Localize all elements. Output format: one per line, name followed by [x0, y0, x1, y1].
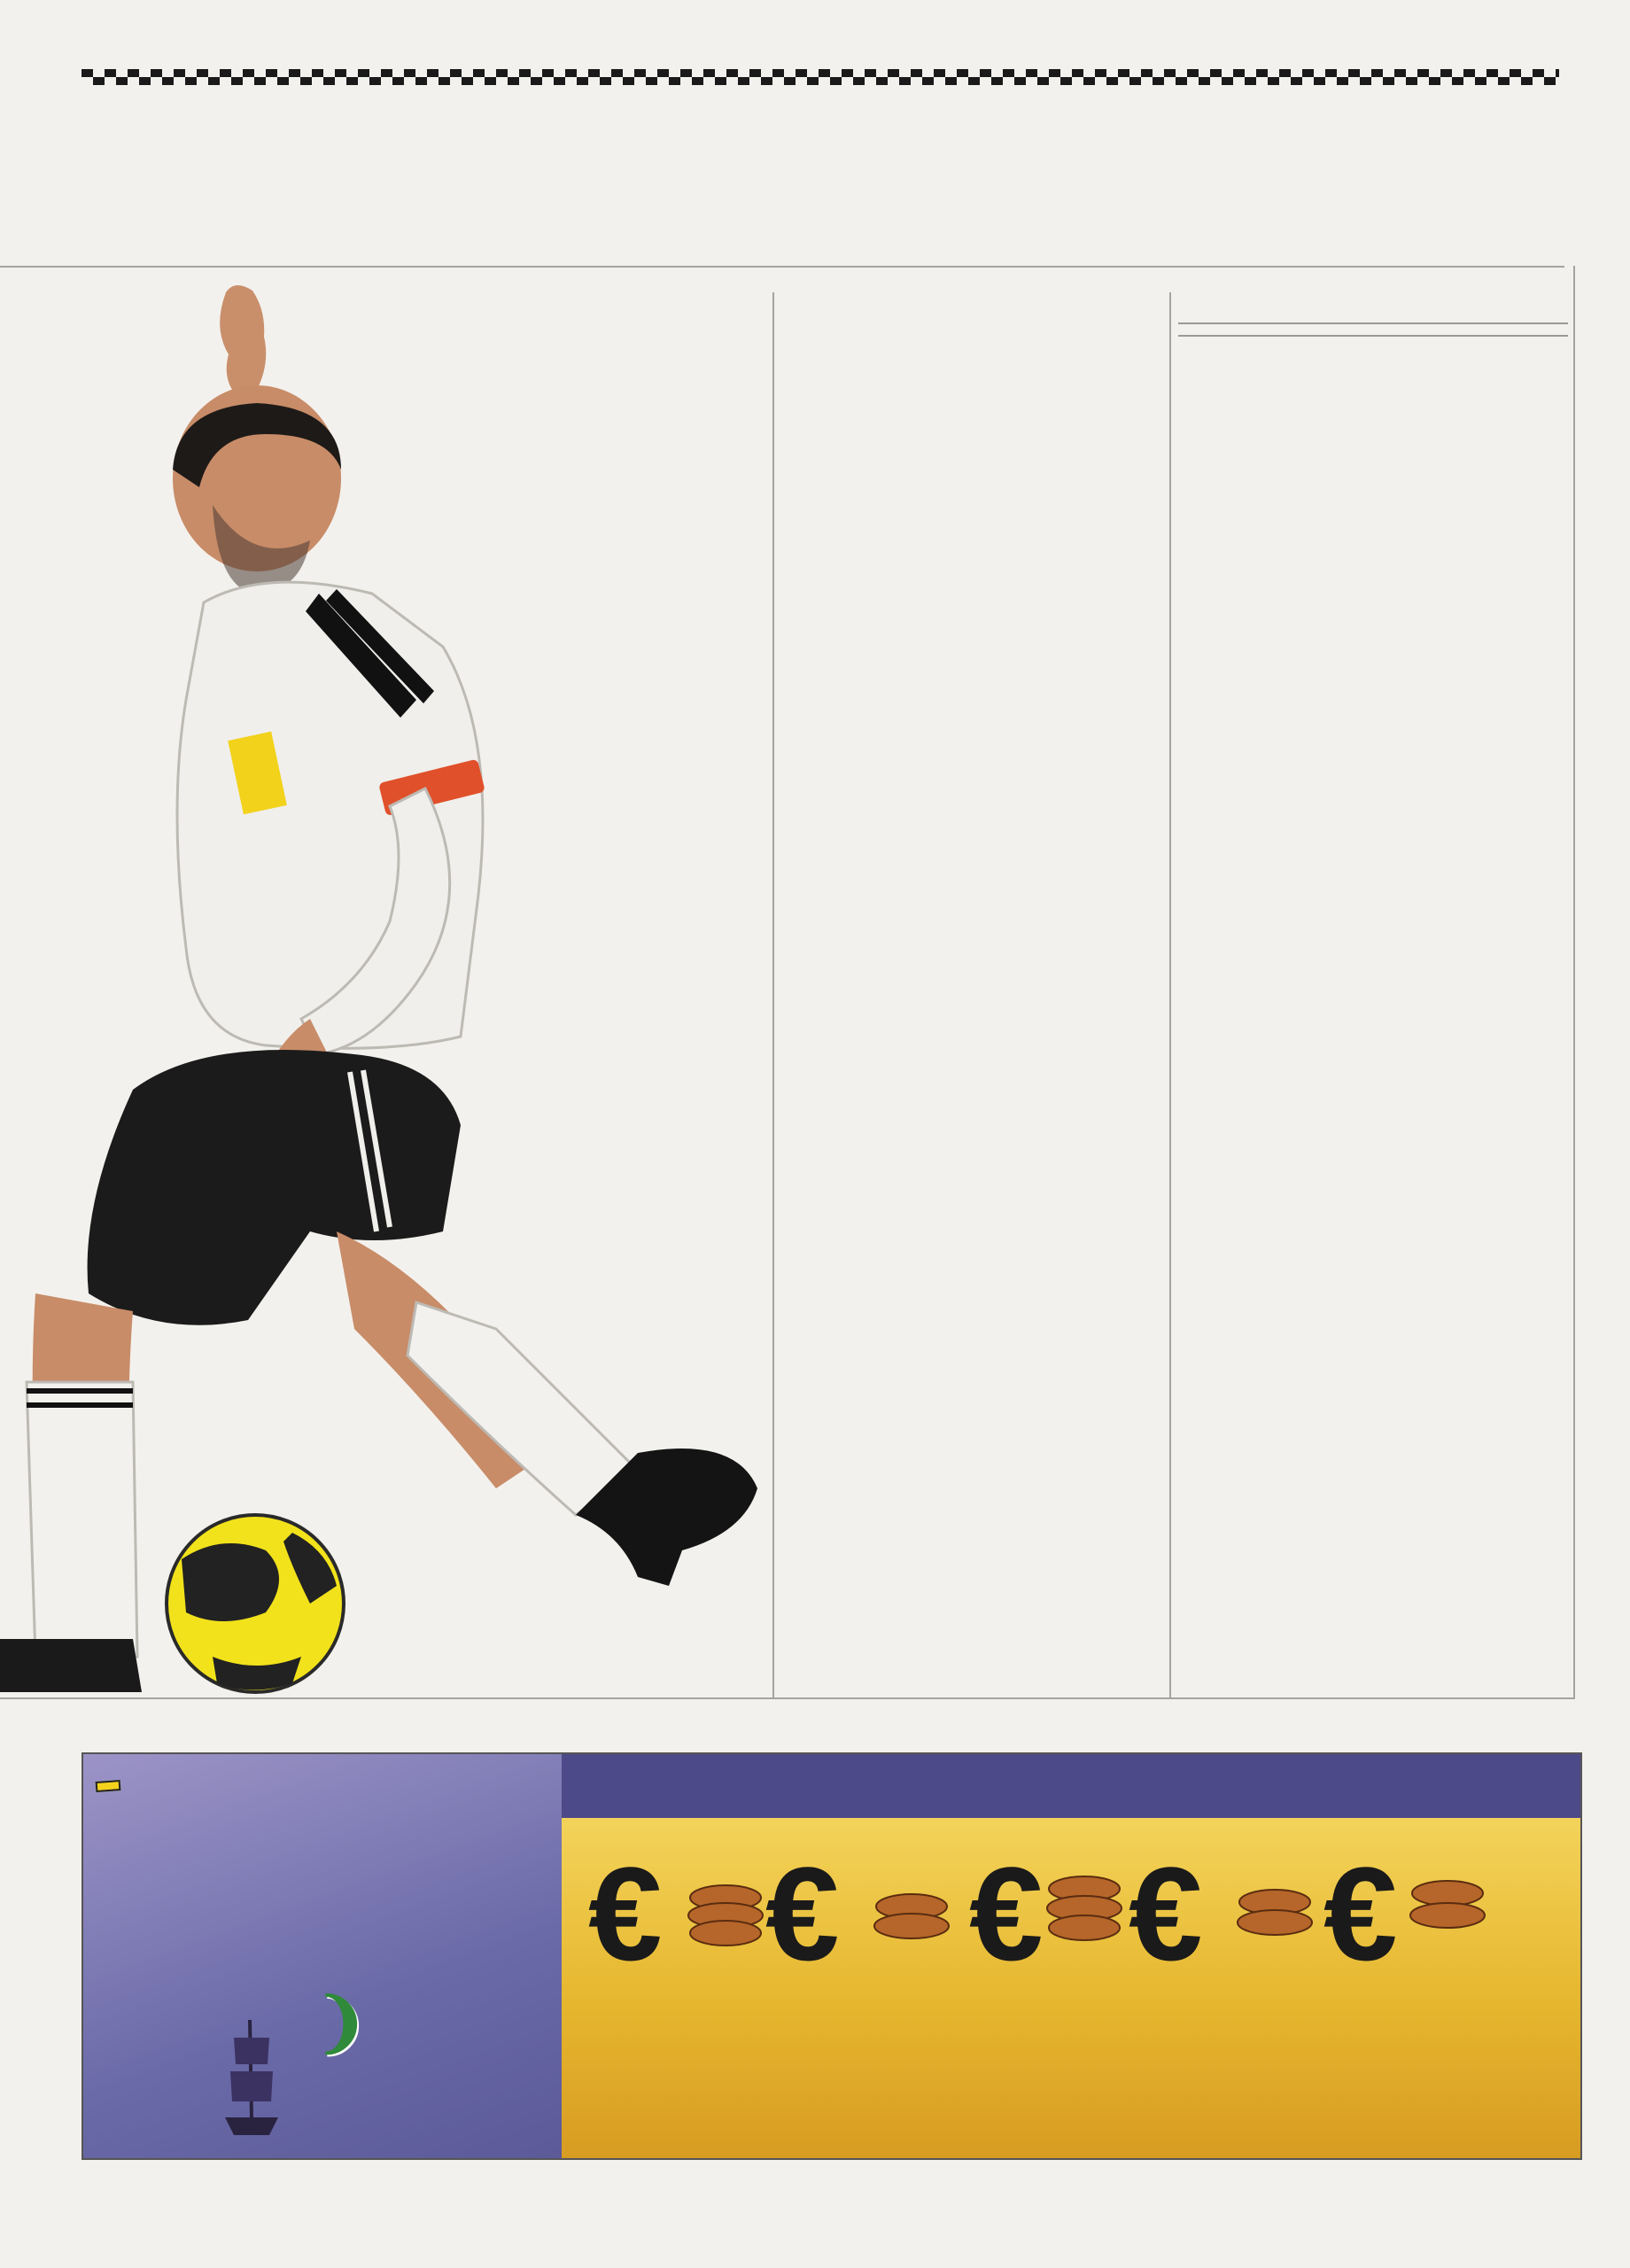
ad-right-body	[562, 1818, 1580, 2158]
bingo-advertisement[interactable]	[82, 1752, 1582, 2160]
club-info-col2	[585, 110, 590, 141]
altri-giocatori-title	[1178, 322, 1568, 337]
frame-right	[1573, 266, 1575, 1697]
svg-text:€: €	[1323, 1839, 1398, 1988]
column-divider-2	[1169, 292, 1171, 1697]
svg-text:€: €	[969, 1839, 1044, 1988]
ad-left-panel	[83, 1754, 562, 2158]
svg-text:€: €	[588, 1839, 663, 1988]
novita-badge	[96, 1780, 121, 1792]
svg-text:€: €	[1129, 1839, 1203, 1988]
ad-services-bar	[562, 1754, 1580, 1818]
bingo-swirl-icon: ❩	[314, 1987, 369, 2060]
svg-text:€: €	[765, 1839, 840, 1988]
frame-top	[0, 266, 1564, 268]
player-photo	[0, 275, 780, 1701]
ship-illustration	[216, 2002, 287, 2144]
bingo-logo	[314, 1984, 369, 2062]
checker-rule	[82, 69, 1559, 85]
euro-coins-illustration	[562, 1818, 1580, 2158]
players-column-b	[1178, 305, 1568, 337]
